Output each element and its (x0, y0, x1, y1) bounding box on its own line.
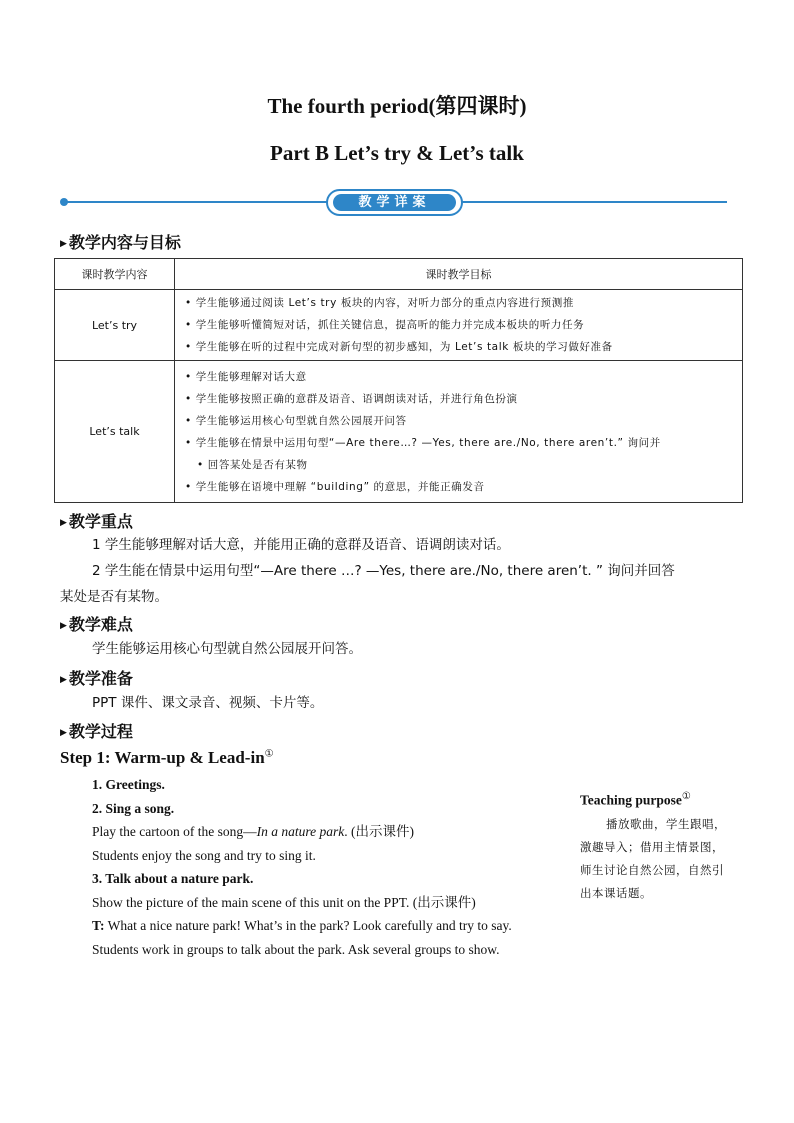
difficulties-text: 学生能够运用核心句型就自然公园展开问答。 (92, 641, 362, 657)
step-text: Play the cartoon of the song—In a nature park. (出示课件) (92, 824, 414, 839)
table-row (55, 361, 743, 503)
goal-item: • 学生能够运用核心句型就自然公园展开问答 (185, 410, 742, 432)
banner-left-line (66, 201, 328, 203)
triangle-bullet-icon: ▶ (60, 239, 67, 249)
table-header-row (55, 259, 743, 290)
banner-label: 教学详案 (333, 194, 456, 211)
page-title: The fourth period(第四课时) (267, 94, 527, 118)
teaching-purpose-text: 播放歌曲，学生跟唱， 激趣导入；借用主情景图， 师生讨论自然公园，自然引 出本课话题。 (580, 817, 726, 900)
teacher-label: T: (92, 918, 105, 933)
section-banner (326, 189, 463, 216)
table-cell-content: Let’s talk (55, 361, 175, 503)
heading-difficulties: ▶ 教学难点 (60, 615, 133, 634)
table-cell-goals (175, 361, 743, 503)
table-cell-content: Let’s try (55, 290, 175, 361)
table-cell-goals (175, 290, 743, 361)
triangle-bullet-icon: ▶ (60, 675, 67, 685)
heading-preparation: ▶ 教学准备 (60, 669, 133, 688)
step-item-heading: 2. Sing a song. (92, 800, 175, 816)
step-title: Step 1: Warm-up & Lead-in① (60, 748, 274, 767)
footnote-marker: ① (681, 791, 691, 802)
triangle-bullet-icon: ▶ (60, 518, 67, 528)
goal-item: • 学生能够在语境中理解 “building” 的意思，并能正确发音 (185, 476, 742, 498)
goal-item: • 学生能够按照正确的意群及语音、语调朗读对话，并进行角色扮演 (185, 388, 742, 410)
goal-item: • 学生能够理解对话大意 (185, 366, 742, 388)
step-text: Students enjoy the song and try to sing it. (92, 847, 316, 863)
goal-item-continuation: • 回答某处是否有某物 (185, 454, 742, 476)
banner-right-line (461, 201, 727, 203)
footnote-marker: ① (264, 748, 274, 760)
song-title: In a nature park (256, 824, 345, 839)
table-header-content: 课时教学内容 (55, 259, 175, 290)
goal-item: • 学生能够在情景中运用句型“—Are there…? —Yes, there are./No, there aren’t.” 询问并 (185, 432, 742, 454)
heading-process: ▶ 教学过程 (60, 722, 133, 741)
heading-content-goals: ▶ 教学内容与目标 (60, 233, 181, 252)
step-text: Show the picture of the main scene of this unit on the PPT. (出示课件) (92, 894, 476, 910)
step-text: Students work in groups to talk about the park. Ask several groups to show. (92, 941, 500, 957)
page-subtitle: Part B Let’s try & Let’s talk (270, 141, 524, 165)
step-item-heading: 1. Greetings. (92, 777, 165, 792)
objectives-table (54, 258, 743, 503)
goal-item: • 学生能够听懂简短对话，抓住关键信息，提高听的能力并完成本板块的听力任务 (185, 314, 742, 336)
triangle-bullet-icon: ▶ (60, 621, 67, 631)
goal-item: • 学生能够通过阅读 Let’s try 板块的内容，对听力部分的重点内容进行预测推 (185, 292, 742, 314)
step-item-heading: 3. Talk about a nature park. (92, 871, 254, 886)
table-row (55, 290, 743, 361)
key-points-text: 1 学生能够理解对话大意，并能用正确的意群及语音、语调朗读对话。 2 学生能在情景中运用句型“—Are there …? —Yes, there are./No, there aren’t. ” 询问并回答 某处是否有某物。 (60, 537, 675, 605)
heading-key-points: ▶ 教学重点 (60, 512, 133, 531)
goal-item: • 学生能够在听的过程中完成对新句型的初步感知，为 Let’s talk 板块的学习做好准备 (185, 336, 742, 358)
step-body (60, 773, 528, 961)
teaching-purpose-title: Teaching purpose① (580, 791, 691, 808)
triangle-bullet-icon: ▶ (60, 728, 67, 738)
preparation-text: PPT 课件、课文录音、视频、卡片等。 (92, 695, 324, 711)
step-text: T: What a nice nature park! What’s in the park? Look carefully and try to say. (92, 918, 512, 933)
table-header-goals: 课时教学目标 (175, 259, 743, 290)
